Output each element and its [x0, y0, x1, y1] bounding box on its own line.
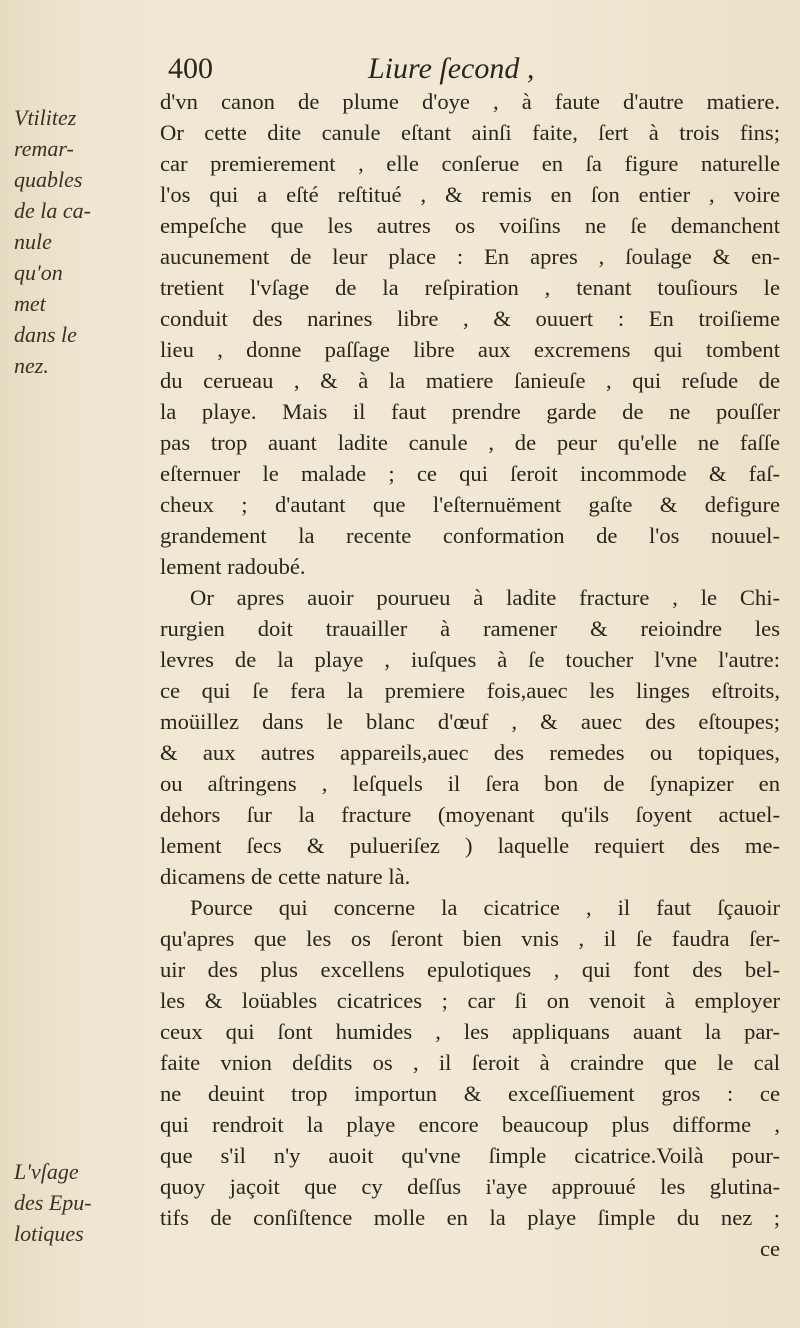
margin-note-line: nule	[14, 229, 52, 254]
text-line: aucunement de leur place : En apres , ſoulage & en-	[160, 244, 780, 269]
text-line: tifs de conſiſtence molle en la playe ſimple du nez ;	[160, 1205, 780, 1230]
margin-note-line: Vtilitez	[14, 105, 77, 130]
text-line: Or cette dite canule eſtant ainſi faite, ſert à trois fins;	[160, 120, 780, 145]
text-line: les & loüables cicatrices ; car ſi on venoit à employer	[160, 988, 780, 1013]
text-line: & aux autres appareils,auec des remedes ou topiques,	[160, 740, 780, 765]
text-line: pas trop auant ladite canule , de peur qu'elle ne faſſe	[160, 430, 780, 455]
margin-note-line: quables	[14, 167, 83, 192]
text-line: rurgien doit trauailler à ramener & reioindre les	[160, 616, 780, 641]
margin-note-line: de la ca-	[14, 198, 91, 223]
text-line: Pource qui concerne la cicatrice , il faut ſçauoir	[190, 895, 780, 920]
text-line: conduit des narines libre , & ouuert : En troiſieme	[160, 306, 780, 331]
margin-note-epulotiques	[14, 1156, 154, 1249]
text-line: ce qui ſe fera la premiere fois,auec les linges eſtroits,	[160, 678, 780, 703]
margin-note-line: nez.	[14, 353, 49, 378]
margin-note-line: L'vſage	[14, 1159, 79, 1184]
catchword: ce	[759, 1236, 780, 1261]
margin-note-canule	[14, 102, 154, 381]
text-line: lement ſecs & pulueriſez ) laquelle requiert des me-	[160, 833, 780, 858]
page-number: 400	[168, 52, 213, 85]
text-line: qui rendroit la playe encore beaucoup plus difforme ,	[160, 1112, 780, 1137]
text-line: lement radoubé.	[160, 554, 306, 579]
text-line: eſternuer le malade ; ce qui ſeroit incommode & faſ-	[160, 461, 780, 486]
body-text	[160, 86, 780, 1264]
text-line: uir des plus excellens epulotiques , qui font des bel-	[160, 957, 780, 982]
text-line: qu'apres que les os ſeront bien vnis , il ſe faudra ſer-	[160, 926, 780, 951]
text-line: faite vnion deſdits os , il ſeroit à craindre que le cal	[160, 1050, 780, 1075]
text-line: d'vn canon de plume d'oye , à faute d'autre matiere.	[160, 89, 780, 114]
text-line: empeſche que les autres os voiſins ne ſe demanchent	[160, 213, 780, 238]
margin-note-line: lotiques	[14, 1221, 84, 1246]
text-line: Or apres auoir pourueu à ladite fracture , le Chi-	[190, 585, 780, 610]
text-line: lieu , donne paſſage libre aux excremens qui tombent	[160, 337, 780, 362]
text-line: l'os qui a eſté reſtitué , & remis en ſon entier , voire	[160, 182, 780, 207]
text-line: ne deuint trop importun & exceſſiuement gros : ce	[160, 1081, 780, 1106]
margin-note-line: dans le	[14, 322, 77, 347]
text-line: la playe. Mais il faut prendre garde de ne pouſſer	[160, 399, 780, 424]
text-line: grandement la recente conformation de l'os nouuel-	[160, 523, 780, 548]
running-title: Liure ſecond ,	[368, 52, 535, 85]
text-line: moüillez dans le blanc d'œuf , & auec des eſtoupes;	[160, 709, 780, 734]
margin-note-line: remar-	[14, 136, 74, 161]
margin-note-line: met	[14, 291, 46, 316]
margin-note-line: qu'on	[14, 260, 63, 285]
text-line: dehors ſur la fracture (moyenant qu'ils ſoyent actuel-	[160, 802, 780, 827]
text-line: cheux ; d'autant que l'eſternuëment gaſte & defigure	[160, 492, 780, 517]
margin-note-line: des Epu-	[14, 1190, 92, 1215]
text-line: du cerueau , & à la matiere ſanieuſe , qui reſude de	[160, 368, 780, 393]
text-line: quoy jaçoit que cy deſſus i'aye approuué les glutina-	[160, 1174, 780, 1199]
text-line: ou aſtringens , leſquels il ſera bon de ſynapizer en	[160, 771, 780, 796]
text-line: ceux qui ſont humides , les appliquans auant la par-	[160, 1019, 780, 1044]
text-line: que s'il n'y auoit qu'vne ſimple cicatrice.Voilà pour-	[160, 1143, 780, 1168]
text-line: dicamens de cette nature là.	[160, 864, 411, 889]
text-line: car premierement , elle conſerue en ſa figure naturelle	[160, 151, 780, 176]
text-line: tretient l'vſage de la reſpiration , tenant touſiours le	[160, 275, 780, 300]
text-line: levres de la playe , iuſques à ſe toucher l'vne l'autre:	[160, 647, 780, 672]
